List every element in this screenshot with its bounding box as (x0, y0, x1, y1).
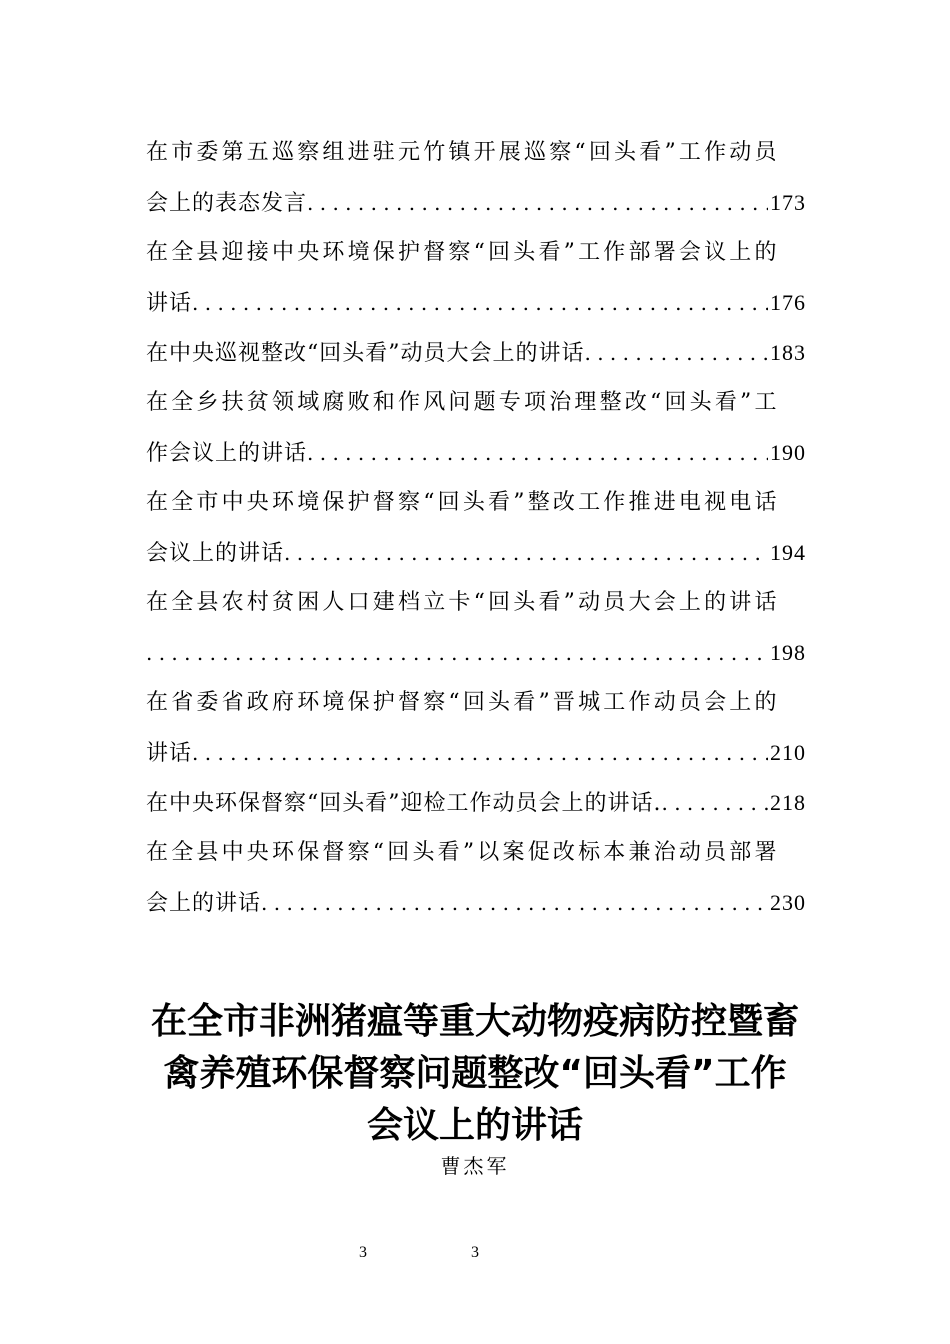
toc-page-number: 173 (770, 190, 806, 215)
article-title (120, 996, 830, 1152)
toc-entry-title: 会上的讲话 (146, 891, 262, 916)
dot-leader (192, 278, 768, 328)
title-line: 会议上的讲话 (366, 1105, 583, 1146)
dot-leader (585, 328, 769, 378)
dot-leader (307, 178, 768, 228)
toc-page-number: 230 (770, 890, 806, 915)
toc-page-number: 190 (770, 440, 806, 465)
dot-leader (284, 528, 768, 578)
toc-entry-title: 会上的表态发言 (146, 191, 308, 216)
toc-entry[interactable] (146, 778, 806, 828)
toc-page-number: 210 (770, 740, 806, 765)
toc-entry-line: 在省委省政府环境保护督察“回头看”晋城工作动员会上的 (146, 690, 780, 715)
toc-entry-line: 在全县农村贫困人口建档立卡“回头看”动员大会上的讲话 (146, 590, 780, 615)
toc-page-number: 176 (770, 290, 806, 315)
toc-entry-title: 会议上的讲话 (146, 541, 285, 566)
toc-entry[interactable] (146, 328, 806, 378)
dot-leader (261, 878, 768, 928)
dot-leader (662, 778, 769, 828)
toc-entry-title: 在中央环保督察“回头看”迎检工作动员会上的讲话. (146, 791, 662, 816)
toc-entry-title: 讲话 (146, 291, 193, 316)
toc-entry-line: 在全县迎接中央环境保护督察“回头看”工作部署会议上的 (146, 240, 780, 265)
page-number-left: 3 (359, 1244, 367, 1261)
toc-entry-title: 在中央巡视整改“回头看”动员大会上的讲话 (146, 341, 585, 366)
dot-leader (307, 428, 768, 478)
toc-entry-title: 讲话 (146, 741, 193, 766)
page-number-right: 3 (471, 1244, 479, 1261)
toc-entry[interactable] (146, 728, 806, 778)
toc-entry-line: 在市委第五巡察组进驻元竹镇开展巡察“回头看”工作动员 (146, 140, 780, 165)
title-line: 禽养殖环保督察问题整改“回头看”工作 (163, 1053, 787, 1094)
toc-entry[interactable] (146, 278, 806, 328)
toc-entry[interactable] (146, 628, 806, 678)
title-line: 在全市非洲猪瘟等重大动物疫病防控暨畜 (150, 1001, 799, 1042)
toc-page-number: 183 (770, 340, 806, 365)
toc-page-number: 198 (770, 640, 806, 665)
toc-entry-title: 作会议上的讲话 (146, 441, 308, 466)
toc-entry[interactable] (146, 878, 806, 928)
toc-page-number: 218 (770, 790, 806, 815)
dot-leader (146, 628, 768, 678)
toc-entry-line: 在全市中央环境保护督察“回头看”整改工作推进电视电话 (146, 490, 780, 515)
toc-entry-line: 在全乡扶贫领域腐败和作风问题专项治理整改“回头看”工 (146, 390, 780, 415)
author-name: 曹杰军 (440, 1154, 510, 1178)
toc-entry[interactable] (146, 428, 806, 478)
toc-entry-line: 在全县中央环保督察“回头看”以案促改标本兼治动员部署 (146, 840, 780, 865)
table-of-contents (146, 128, 806, 928)
toc-entry[interactable] (146, 178, 806, 228)
toc-page-number: 194 (770, 540, 806, 565)
toc-entry[interactable] (146, 528, 806, 578)
dot-leader (192, 728, 768, 778)
